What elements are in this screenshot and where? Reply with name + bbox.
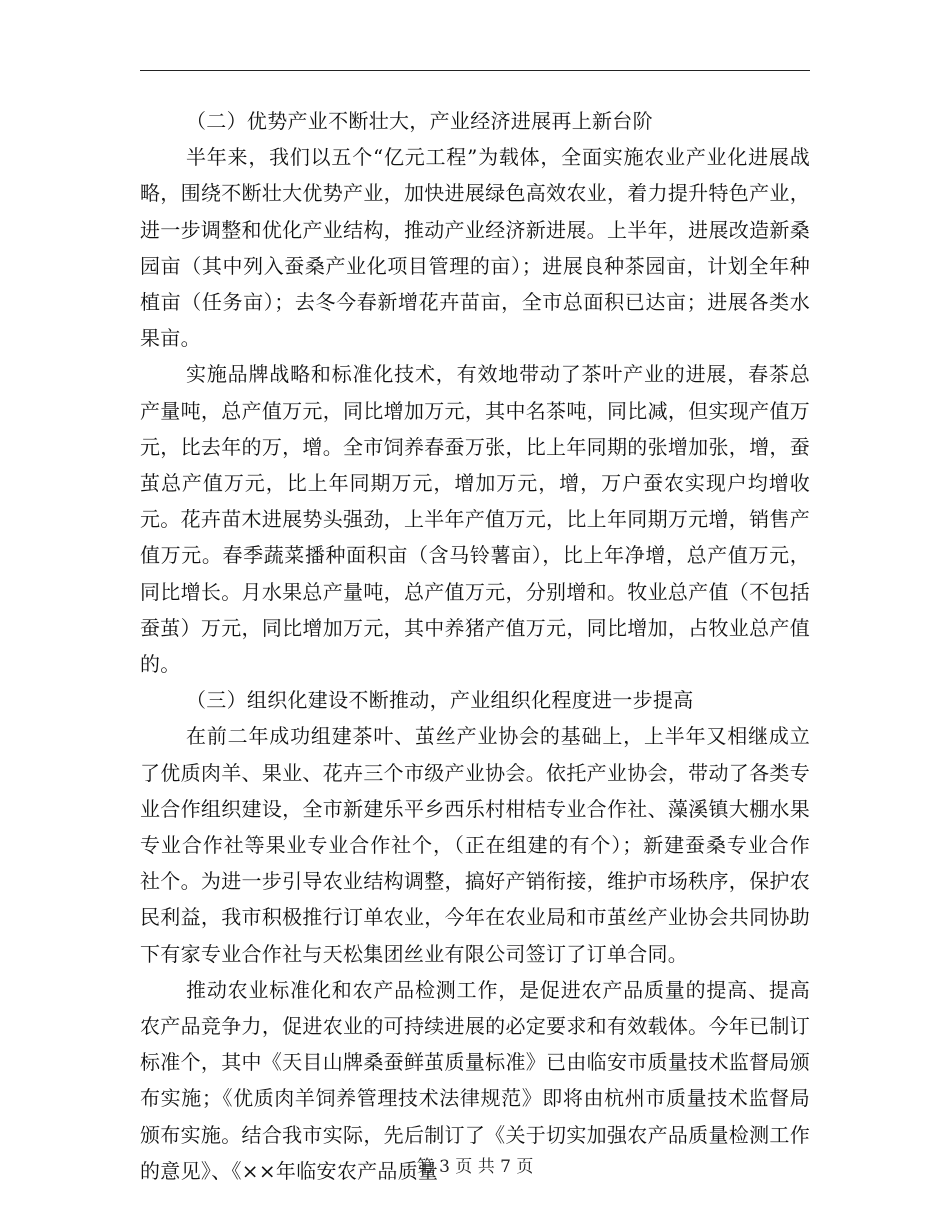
body-paragraph: 半年来，我们以五个“亿元工程”为载体，全面实施农业产业化进展战略，围绕不断壮大优势产业，加快进展绿色高效农业，着力提升特色产业，进一步调整和优化产业结构，推动产业经济新进展。上半年，进展改造新桑园亩（其中列入蚕桑产业化项目管理的亩）；进展良种茶园亩，计划全年种植亩（任务亩）；去冬今春新增花卉苗亩，全市总面积已达亩；进展各类水果亩。 — [140, 145, 810, 351]
body-paragraph: 在前二年成功组建茶叶、茧丝产业协会的基础上，上半年又相继成立了优质肉羊、果业、花卉三个市级产业协会。依托产业协会，带动了各类专业合作组织建设，全市新建乐平乡西乐村柑桔专业合作社、藻溪镇大棚水果专业合作社等果业专业合作社个，（正在组建的有个）；新建蚕桑专业合作社个。为进一步引导农业结构调整，搞好产销衔接，维护市场秩序，保护农民利益，我市积极推行订单农业，今年在农业局和市茧丝产业协会共同协助下有家专业合作社与天松集团丝业有限公司签订了订单合同。 — [140, 724, 810, 966]
section-heading-3: （三）组织化建设不断推动，产业组织化程度进一步提高 — [186, 688, 694, 713]
section-heading-2: （二）优势产业不断壮大，产业经济进展再上新台阶 — [186, 109, 653, 133]
page-number: 第 3 页 共 7 页 — [416, 1157, 534, 1177]
header-rule — [140, 70, 810, 71]
body-paragraph: 推动农业标准化和农产品检测工作，是促进农产品质量的提高、提高农产品竞争力，促进农业的可持续进展的必定要求和有效载体。今年已制订标准个，其中《天目山牌桑蚕鲜茧质量标准》已由临安市质量技术监督局颁布实施；《优质肉羊饲养管理技术法律规范》即将由杭州市质量技术监督局颁布实施。结合我市实际，先后制订了《关于切实加强农产品质量检测工作的意见》、《××年临安农产品质量 — [140, 977, 810, 1183]
body-paragraph: 实施品牌战略和标准化技术，有效地带动了茶叶产业的进展，春茶总产量吨，总产值万元，同比增加万元，其中名茶吨，同比减，但实现产值万元，比去年的万，增。全市饲养春蚕万张，比上年同期的张增加张，增，蚕茧总产值万元，比上年同期万元，增加万元，增，万户蚕农实现户均增收元。花卉苗木进展势头强劲，上半年产值万元，比上年同期万元增，销售产值万元。春季蔬菜播种面积亩（含马铃薯亩），比上年净增，总产值万元，同比增长。月水果总产量吨，总产值万元，分别增和。牧业总产值（不包括蚕茧）万元，同比增加万元，其中养猪产值万元，同比增加，占牧业总产值的。 — [140, 362, 810, 677]
page-footer — [0, 1152, 950, 1177]
document-body — [140, 103, 810, 1189]
